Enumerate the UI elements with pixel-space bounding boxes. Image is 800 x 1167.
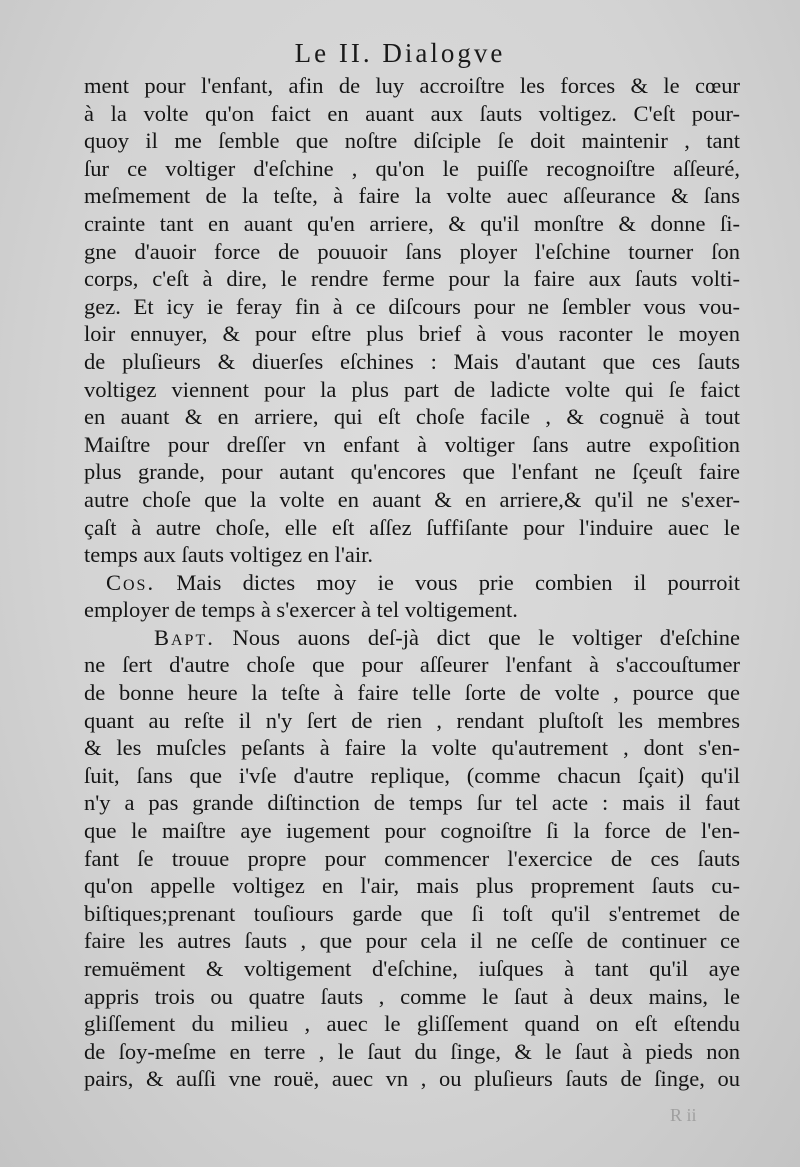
text-line-content: Nous auons deſ-jà dict que le voltiger d'eſchine	[232, 624, 740, 650]
text-line: qu'on appelle voltigez en l'air, mais plus proprement ſauts cu-	[84, 873, 740, 899]
text-line	[84, 624, 740, 652]
signature-mark: R ii	[670, 1105, 697, 1125]
text-line: n'y a pas grande diſtinction de temps ſur tel acte : mais il faut	[84, 790, 740, 816]
speaker-name: Cos.	[106, 569, 156, 595]
text-line: gliſſement du milieu , auec le gliſſement quand on eſt eſtendu	[84, 1011, 740, 1037]
text-line: quoy il me ſemble que noſtre diſciple ſe doit maintenir , tant	[84, 128, 740, 154]
body-text	[84, 72, 740, 1093]
text-line: temps aux ſauts voltigez en l'air.	[84, 542, 373, 568]
text-line: ment pour l'enfant, afin de luy accroiſtre les forces & le cœur	[84, 73, 740, 98]
speaker-name: Bapt.	[154, 624, 215, 650]
text-line: çaſt à autre choſe, elle eſt aſſez ſuffiſante pour l'induire auec le	[84, 514, 740, 540]
text-line: employer de temps à s'exercer à tel voltigement.	[84, 597, 518, 623]
paragraph	[84, 72, 740, 569]
text-line: ſur ce voltiger d'eſchine , qu'on le puiſſe recognoiſtre aſſeuré,	[84, 155, 740, 181]
text-line: de bonne heure la teſte à faire telle ſorte de volte , pource que	[84, 680, 740, 706]
running-head: Le II. Dialogve	[294, 38, 506, 68]
text-line: voltigez viennent pour la plus part de ladicte volte qui ſe faict	[84, 376, 740, 402]
text-line: autre choſe que la volte en auant & en arriere,& qu'il ne s'exer-	[84, 486, 740, 512]
text-line: pairs, & auſſi vne rouë, auec vn , ou pluſieurs ſauts de ſinge, ou	[84, 1066, 740, 1092]
paragraph	[84, 624, 740, 1093]
text-line: en auant & en arriere, qui eſt choſe facile , & cognuë à tout	[84, 404, 740, 430]
text-line: corps, c'eſt à dire, le rendre ferme pour la faire aux ſauts volti-	[84, 266, 740, 292]
text-line: gne d'auoir force de pouuoir ſans ployer l'eſchine tourner ſon	[84, 238, 740, 264]
text-line: faire les autres ſauts , que pour cela il ne ceſſe de continuer ce	[84, 928, 740, 954]
text-line: de pluſieurs & diuerſes eſchines : Mais d'autant que ces ſauts	[84, 348, 740, 374]
text-line	[84, 569, 740, 597]
text-line: fant ſe trouue propre pour commencer l'exercice de ces ſauts	[84, 845, 740, 871]
text-line: ne ſert d'autre choſe que pour aſſeurer l'enfant à s'accouſtumer	[84, 652, 740, 678]
text-line: que le maiſtre aye iugement pour cognoiſtre ſi la force de l'en-	[84, 818, 740, 844]
text-line-content: Mais dictes moy ie vous prie combien il pourroit	[176, 569, 740, 595]
text-line: de ſoy-meſme en terre , le ſaut du ſinge, & le ſaut à pieds non	[84, 1038, 740, 1064]
text-line: ſuit, ſans que i'vſe d'autre replique, (comme chacun ſçait) qu'il	[84, 762, 740, 788]
text-line: remuëment & voltigement d'eſchine, iuſques à tant qu'il aye	[84, 956, 740, 981]
text-line: appris trois ou quatre ſauts , comme le ſaut à deux mains, le	[84, 983, 740, 1009]
text-line: plus grande, pour autant qu'encores que l'enfant ne ſçeuſt faire	[84, 459, 740, 485]
text-line: quant au reſte il n'y ſert de rien , rendant pluſtoſt les membres	[84, 707, 740, 733]
text-line: gez. Et icy ie feray fin à ce diſcours pour ne ſembler vous vou-	[84, 293, 740, 319]
text-line: loir ennuyer, & pour eſtre plus brief à vous raconter le moyen	[84, 321, 740, 347]
text-line: Maiſtre pour dreſſer vn enfant à voltiger ſans autre expoſition	[84, 431, 740, 457]
text-line: meſmement de la teſte, à faire la volte auec aſſeurance & ſans	[84, 183, 740, 209]
text-line: biſtiques;prenant touſiours garde que ſi toſt qu'il s'entremet de	[84, 900, 740, 926]
text-line: à la volte qu'on faict en auant aux ſauts voltigez. C'eſt pour-	[84, 100, 740, 126]
text-line: & les muſcles peſants à faire la volte qu'autrement , dont s'en-	[84, 735, 740, 761]
paragraph	[84, 569, 740, 624]
text-line: crainte tant en auant qu'en arriere, & qu'il monſtre & donne ſi-	[84, 210, 740, 236]
